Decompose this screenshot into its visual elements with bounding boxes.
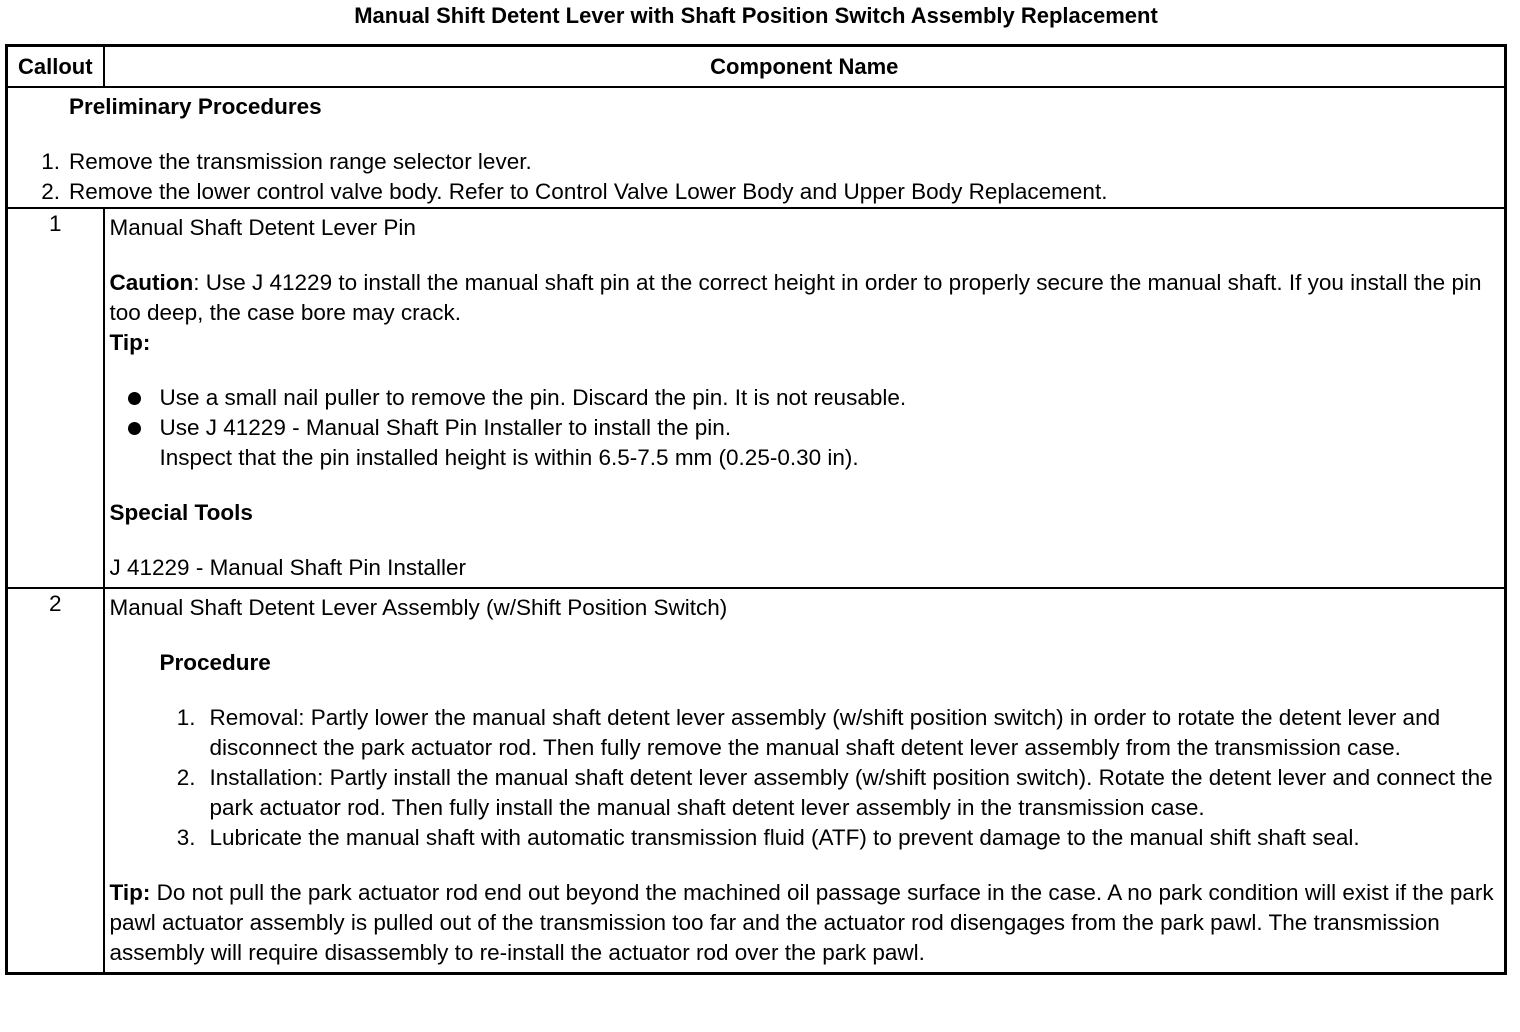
bullet-continuation: Inspect that the pin installed height is within 6.5-7.5 mm (0.25-0.30 in). [159,445,859,470]
step-number: 2. [41,179,60,204]
preliminary-row [7,87,1506,208]
procedure-table [5,44,1507,975]
bullet-text: Use J 41229 - Manual Shaft Pin Installer to install the pin. [159,415,732,440]
document-title: Manual Shift Detent Lever with Shaft Position Switch Assembly Replacement [354,3,1158,28]
callout-number: 2 [7,588,104,974]
special-tools-text: J 41229 - Manual Shaft Pin Installer [109,555,466,580]
list-item [160,703,1499,763]
step-number: 1. [176,705,196,730]
tip-label: Tip: [109,330,151,355]
tip-label: Tip: [109,880,151,905]
step-text: Removal: Partly lower the manual shaft detent lever assembly (w/shift position switch) in order to rotate the detent lever and disconnect the park actuator rod. Then fully remove the manual shaft detent lever assembly from the transmission case. [209,705,1441,760]
step-number: 1. [41,149,60,174]
special-tools-heading: Special Tools [109,500,253,525]
step-number: 3. [176,825,196,850]
tip-note [110,878,1499,968]
component-cell [104,588,1506,974]
bullet-icon [128,422,141,435]
component-name: Manual Shaft Detent Lever Assembly (w/Shift Position Switch) [109,595,728,620]
list-item [110,413,1499,443]
list-item [160,823,1499,853]
table-row [7,208,1506,588]
header-component-name: Component Name [104,46,1506,88]
procedure-steps [160,703,1499,853]
component-name: Manual Shaft Detent Lever Pin [109,215,416,240]
tip-bullets [110,383,1499,443]
bullet-icon [128,392,141,405]
preliminary-cell [7,87,1506,208]
caution-text: : Use J 41229 to install the manual shaft pin at the correct height in order to properly secure the manual shaft. If you install the pin too deep, the case bore may crack. [109,270,1482,325]
header-callout: Callout [7,46,104,88]
tip-text: Do not pull the park actuator rod end out beyond the machined oil passage surface in the case. A no park condition will exist if the park pawl actuator assembly is pulled out of the transmission too far and the actuator rod disengages from the park pawl. The transmission assembly will require disassembly to re-install the actuator rod over the park pawl. [109,880,1494,965]
list-item [17,177,1498,207]
table-row [7,588,1506,974]
list-item [17,147,1498,177]
bullet-text: Use a small nail puller to remove the pin. Discard the pin. It is not reusable. [159,385,907,410]
step-text: Lubricate the manual shaft with automatic transmission fluid (ATF) to prevent damage to the manual shift shaft seal. [209,825,1360,850]
callout-number: 1 [7,208,104,588]
step-number: 2. [176,765,196,790]
caution-note [110,268,1499,328]
step-text: Remove the transmission range selector lever. [69,149,532,174]
step-text: Installation: Partly install the manual shaft detent lever assembly (w/shift position switch). Rotate the detent lever and connect the park actuator rod. Then fully install the manual shaft detent lever assembly in the transmission case. [209,765,1493,820]
procedure-heading: Procedure [159,650,271,675]
list-item [110,383,1499,413]
component-cell [104,208,1506,588]
list-item [160,763,1499,823]
step-text: Remove the lower control valve body. Refer to Control Valve Lower Body and Upper Body Replacement. [69,179,1108,204]
table-header-row [7,46,1506,88]
preliminary-steps [17,147,1498,207]
preliminary-heading: Preliminary Procedures [69,94,322,119]
caution-label: Caution [109,270,194,295]
